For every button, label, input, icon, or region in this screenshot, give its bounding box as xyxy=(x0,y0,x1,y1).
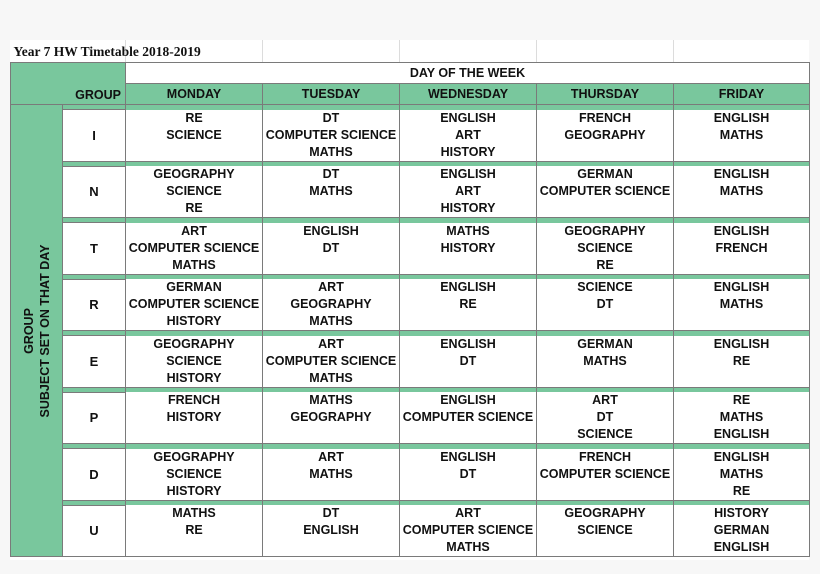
subject-cell: DT xyxy=(537,296,674,313)
subject-cell: HISTORY xyxy=(400,144,537,162)
subject-cell xyxy=(537,144,674,162)
subject-cell: GERMAN xyxy=(537,336,674,353)
subject-cell xyxy=(537,483,674,501)
subject-cell: ENGLISH xyxy=(674,166,810,183)
subject-cell: ENGLISH xyxy=(263,223,400,240)
subject-cell xyxy=(126,144,263,162)
subject-cell: RE xyxy=(126,200,263,218)
subject-cell xyxy=(400,483,537,501)
subject-cell: ENGLISH xyxy=(400,449,537,466)
table-row xyxy=(11,223,810,240)
subject-cell: MATHS xyxy=(400,223,537,240)
subject-cell xyxy=(674,200,810,218)
subject-cell xyxy=(126,539,263,557)
side-label xyxy=(21,244,53,417)
group-header: GROUP xyxy=(75,88,121,102)
subject-cell: GERMAN xyxy=(674,522,810,539)
day-header-thursday: THURSDAY xyxy=(537,84,674,105)
subject-cell: COMPUTER SCIENCE xyxy=(537,466,674,483)
side-label-subject: SUBJECT SET ON THAT DAY xyxy=(37,244,52,417)
subject-cell: DT xyxy=(263,110,400,127)
table-row xyxy=(11,539,810,557)
subject-cell: RE xyxy=(674,353,810,370)
subject-cell: HISTORY xyxy=(126,483,263,501)
group-letter: N xyxy=(63,166,126,218)
table-row xyxy=(11,166,810,183)
table-row xyxy=(11,336,810,353)
subject-cell: COMPUTER SCIENCE xyxy=(263,353,400,370)
subject-cell: ENGLISH xyxy=(400,392,537,409)
subject-cell xyxy=(263,257,400,275)
subject-cell: FRENCH xyxy=(537,110,674,127)
subject-cell: GEOGRAPHY xyxy=(126,449,263,466)
subject-cell: ART xyxy=(400,505,537,522)
table-row xyxy=(11,313,810,331)
subject-cell: DT xyxy=(263,505,400,522)
title-row-spacer xyxy=(263,40,400,63)
subject-cell: ENGLISH xyxy=(674,426,810,444)
subject-cell: GEOGRAPHY xyxy=(126,336,263,353)
subject-cell: COMPUTER SCIENCE xyxy=(400,522,537,539)
table-row xyxy=(11,296,810,313)
group-letter: I xyxy=(63,110,126,162)
subject-cell: MATHS xyxy=(263,313,400,331)
subject-cell: ART xyxy=(263,449,400,466)
table-row xyxy=(11,426,810,444)
subject-cell: ENGLISH xyxy=(674,110,810,127)
group-letter: E xyxy=(63,336,126,388)
subject-cell xyxy=(674,144,810,162)
group-letter: P xyxy=(63,392,126,444)
subject-cell: SCIENCE xyxy=(126,127,263,144)
subject-cell: MATHS xyxy=(400,539,537,557)
subject-cell: SCIENCE xyxy=(126,353,263,370)
subject-cell: FRENCH xyxy=(674,240,810,257)
subject-cell: SCIENCE xyxy=(126,466,263,483)
subject-cell: RE xyxy=(126,522,263,539)
subject-cell: DT xyxy=(400,466,537,483)
subject-cell: MATHS xyxy=(263,370,400,388)
day-header-tuesday: TUESDAY xyxy=(263,84,400,105)
table-row xyxy=(11,370,810,388)
subject-cell: SCIENCE xyxy=(537,240,674,257)
subject-cell xyxy=(674,257,810,275)
title-row-spacer xyxy=(400,40,537,63)
subject-cell: GEOGRAPHY xyxy=(537,223,674,240)
subject-cell: RE xyxy=(674,392,810,409)
subject-cell xyxy=(263,483,400,501)
table-row xyxy=(11,466,810,483)
subject-cell: MATHS xyxy=(126,257,263,275)
side-label-cell xyxy=(11,105,63,557)
subject-cell: COMPUTER SCIENCE xyxy=(400,409,537,426)
subject-cell xyxy=(537,539,674,557)
table-row xyxy=(11,522,810,539)
subject-cell: DT xyxy=(400,353,537,370)
day-of-week-header: DAY OF THE WEEK xyxy=(126,63,810,84)
subject-cell: DT xyxy=(263,166,400,183)
subject-cell: HISTORY xyxy=(126,409,263,426)
subject-cell: RE xyxy=(400,296,537,313)
subject-cell: DT xyxy=(263,240,400,257)
table-row xyxy=(11,257,810,275)
subject-cell: GEOGRAPHY xyxy=(126,166,263,183)
subject-cell: ENGLISH xyxy=(674,539,810,557)
group-letter: D xyxy=(63,449,126,501)
subject-cell xyxy=(537,200,674,218)
subject-cell: MATHS xyxy=(126,505,263,522)
timetable-sheet xyxy=(10,40,809,560)
group-letter: R xyxy=(63,279,126,331)
subject-cell: MATHS xyxy=(263,144,400,162)
subject-cell: MATHS xyxy=(674,409,810,426)
group-header-cell xyxy=(11,63,126,105)
subject-cell xyxy=(263,426,400,444)
table-row xyxy=(11,505,810,522)
table-row xyxy=(11,240,810,257)
table-row xyxy=(11,392,810,409)
subject-cell: SCIENCE xyxy=(537,279,674,296)
subject-cell xyxy=(263,200,400,218)
subject-cell xyxy=(537,370,674,388)
table-row xyxy=(11,200,810,218)
subject-cell: ENGLISH xyxy=(674,336,810,353)
day-header-friday: FRIDAY xyxy=(674,84,810,105)
subject-cell: ENGLISH xyxy=(400,110,537,127)
subject-cell: ENGLISH xyxy=(674,279,810,296)
subject-cell: MATHS xyxy=(263,392,400,409)
subject-cell: GERMAN xyxy=(537,166,674,183)
subject-cell: HISTORY xyxy=(674,505,810,522)
table-row xyxy=(11,183,810,200)
table-row xyxy=(11,409,810,426)
table-row xyxy=(11,449,810,466)
title-row-spacer xyxy=(537,40,674,63)
subject-cell: HISTORY xyxy=(400,240,537,257)
subject-cell: HISTORY xyxy=(126,313,263,331)
day-header-wednesday: WEDNESDAY xyxy=(400,84,537,105)
subject-cell: COMPUTER SCIENCE xyxy=(126,240,263,257)
subject-cell: RE xyxy=(126,110,263,127)
table-row xyxy=(11,353,810,370)
subject-cell xyxy=(400,313,537,331)
subject-cell: ENGLISH xyxy=(400,166,537,183)
subject-cell xyxy=(400,370,537,388)
subject-cell: SCIENCE xyxy=(537,522,674,539)
subject-cell: GEOGRAPHY xyxy=(537,505,674,522)
subject-cell: ART xyxy=(263,279,400,296)
side-label-group: GROUP xyxy=(21,307,36,354)
subject-cell xyxy=(400,426,537,444)
subject-cell xyxy=(537,313,674,331)
subject-cell: MATHS xyxy=(674,296,810,313)
table-row xyxy=(11,279,810,296)
group-letter: U xyxy=(63,505,126,557)
subject-cell: GEOGRAPHY xyxy=(263,296,400,313)
subject-cell: HISTORY xyxy=(400,200,537,218)
subject-cell xyxy=(263,539,400,557)
subject-cell: ART xyxy=(400,127,537,144)
table-row xyxy=(11,483,810,501)
subject-cell: RE xyxy=(537,257,674,275)
group-letter: T xyxy=(63,223,126,275)
subject-cell: MATHS xyxy=(674,466,810,483)
table-row xyxy=(11,144,810,162)
subject-cell: ART xyxy=(400,183,537,200)
subject-cell: MATHS xyxy=(263,183,400,200)
subject-cell: FRENCH xyxy=(126,392,263,409)
day-header-monday: MONDAY xyxy=(126,84,263,105)
subject-cell: ENGLISH xyxy=(263,522,400,539)
subject-cell: COMPUTER SCIENCE xyxy=(126,296,263,313)
subject-cell: SCIENCE xyxy=(537,426,674,444)
subject-cell: ENGLISH xyxy=(400,336,537,353)
subject-cell: ART xyxy=(537,392,674,409)
subject-cell: ENGLISH xyxy=(400,279,537,296)
subject-cell xyxy=(674,370,810,388)
table-row xyxy=(11,127,810,144)
subject-cell: GEOGRAPHY xyxy=(537,127,674,144)
subject-cell: MATHS xyxy=(674,127,810,144)
timetable xyxy=(10,40,810,557)
subject-cell xyxy=(400,257,537,275)
title-row-spacer xyxy=(674,40,810,63)
subject-cell: GERMAN xyxy=(126,279,263,296)
subject-cell: FRENCH xyxy=(537,449,674,466)
subject-cell: MATHS xyxy=(674,183,810,200)
subject-cell: COMPUTER SCIENCE xyxy=(263,127,400,144)
subject-cell: COMPUTER SCIENCE xyxy=(537,183,674,200)
subject-cell: MATHS xyxy=(537,353,674,370)
subject-cell xyxy=(674,313,810,331)
subject-cell: HISTORY xyxy=(126,370,263,388)
subject-cell: ENGLISH xyxy=(674,223,810,240)
subject-cell: ART xyxy=(126,223,263,240)
subject-cell: GEOGRAPHY xyxy=(263,409,400,426)
page-title: Year 7 HW Timetable 2018-2019 xyxy=(11,40,126,63)
subject-cell: ART xyxy=(263,336,400,353)
subject-cell xyxy=(126,426,263,444)
subject-cell: DT xyxy=(537,409,674,426)
table-row xyxy=(11,110,810,127)
subject-cell: ENGLISH xyxy=(674,449,810,466)
subject-cell: MATHS xyxy=(263,466,400,483)
subject-cell: SCIENCE xyxy=(126,183,263,200)
subject-cell: RE xyxy=(674,483,810,501)
